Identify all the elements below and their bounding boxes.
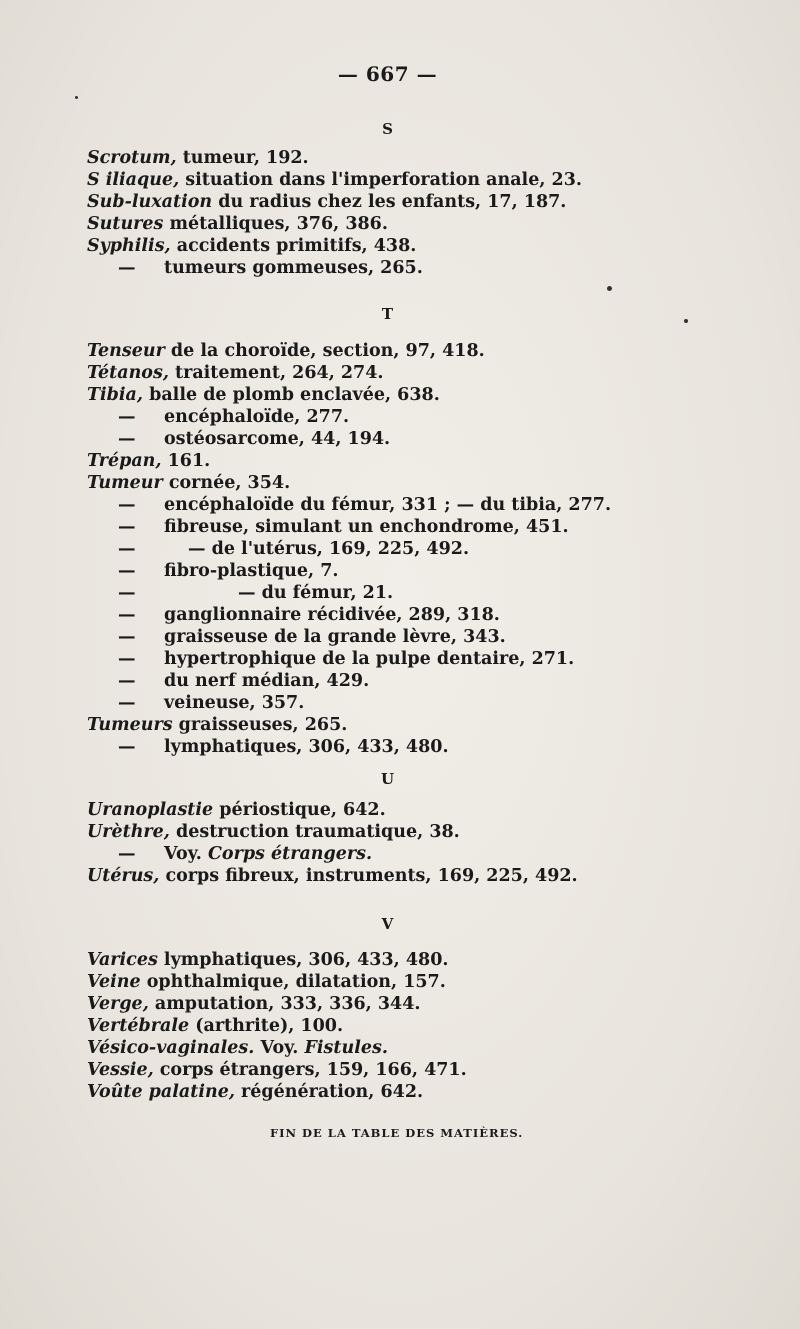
section-letter-t: T	[381, 305, 394, 323]
index-entry: Varices lymphatiques, 306, 433, 480.	[87, 950, 449, 970]
index-entry: Verge, amputation, 333, 336, 344.	[87, 994, 421, 1014]
section-letter-s: S	[382, 120, 393, 138]
index-subentry: — tumeurs gommeuses, 265.	[118, 258, 423, 278]
ink-speck	[75, 96, 78, 99]
index-subentry: — lymphatiques, 306, 433, 480.	[118, 737, 449, 757]
section-letter-u: U	[380, 770, 395, 788]
index-entry: Urèthre, destruction traumatique, 38.	[87, 822, 460, 842]
index-subentry: — ostéosarcome, 44, 194.	[118, 429, 391, 449]
page-number: — 667 —	[337, 62, 438, 86]
ink-speck	[684, 319, 688, 323]
index-entry: Tenseur de la choroïde, section, 97, 418.	[87, 341, 485, 361]
index-entry: Vertébrale (arthrite), 100.	[87, 1016, 344, 1036]
index-entry: Tumeurs graisseuses, 265.	[87, 715, 348, 735]
index-subentry: — ganglionnaire récidivée, 289, 318.	[118, 605, 500, 625]
index-entry: Vésico-vaginales. Voy. Fistules.	[87, 1038, 388, 1058]
index-entry: S iliaque, situation dans l'imperforation anale, 23.	[87, 170, 582, 190]
index-subentry: — fibro-plastique, 7.	[118, 561, 339, 581]
index-subentry: — fibreuse, simulant un enchondrome, 451.	[118, 517, 569, 537]
end-of-table-note: FIN DE LA TABLE DES MATIÈRES.	[270, 1126, 524, 1140]
index-entry: Vessie, corps étrangers, 159, 166, 471.	[87, 1060, 467, 1080]
index-entry: Scrotum, tumeur, 192.	[87, 148, 309, 168]
index-subentry: — veineuse, 357.	[118, 693, 305, 713]
index-subentry: — — du fémur, 21.	[118, 583, 394, 603]
index-entry: Veine ophthalmique, dilatation, 157.	[87, 972, 446, 992]
index-entry: Tumeur cornée, 354.	[87, 473, 291, 493]
index-subentry: — — de l'utérus, 169, 225, 492.	[118, 539, 470, 559]
index-entry: Trépan, 161.	[87, 451, 211, 471]
index-subentry: — encéphaloïde, 277.	[118, 407, 350, 427]
index-entry: Sutures métalliques, 376, 386.	[87, 214, 388, 234]
section-letter-v: V	[381, 915, 394, 933]
index-subentry: — du nerf médian, 429.	[118, 671, 370, 691]
index-entry: Voûte palatine, régénération, 642.	[87, 1082, 424, 1102]
index-subentry: — Voy. Corps étrangers.	[118, 844, 373, 864]
index-entry: Utérus, corps fibreux, instruments, 169, 225, 492.	[87, 866, 578, 886]
index-entry: Sub-luxation du radius chez les enfants, 17, 187.	[87, 192, 567, 212]
index-entry: Tibia, balle de plomb enclavée, 638.	[87, 385, 440, 405]
index-entry: Tétanos, traitement, 264, 274.	[87, 363, 384, 383]
index-entry: Syphilis, accidents primitifs, 438.	[87, 236, 417, 256]
index-subentry: — hypertrophique de la pulpe dentaire, 271.	[118, 649, 575, 669]
ink-speck	[607, 286, 612, 291]
index-entry: Uranoplastie périostique, 642.	[87, 800, 386, 820]
index-subentry: — encéphaloïde du fémur, 331 ; — du tibia, 277.	[118, 495, 612, 515]
index-subentry: — graisseuse de la grande lèvre, 343.	[118, 627, 506, 647]
